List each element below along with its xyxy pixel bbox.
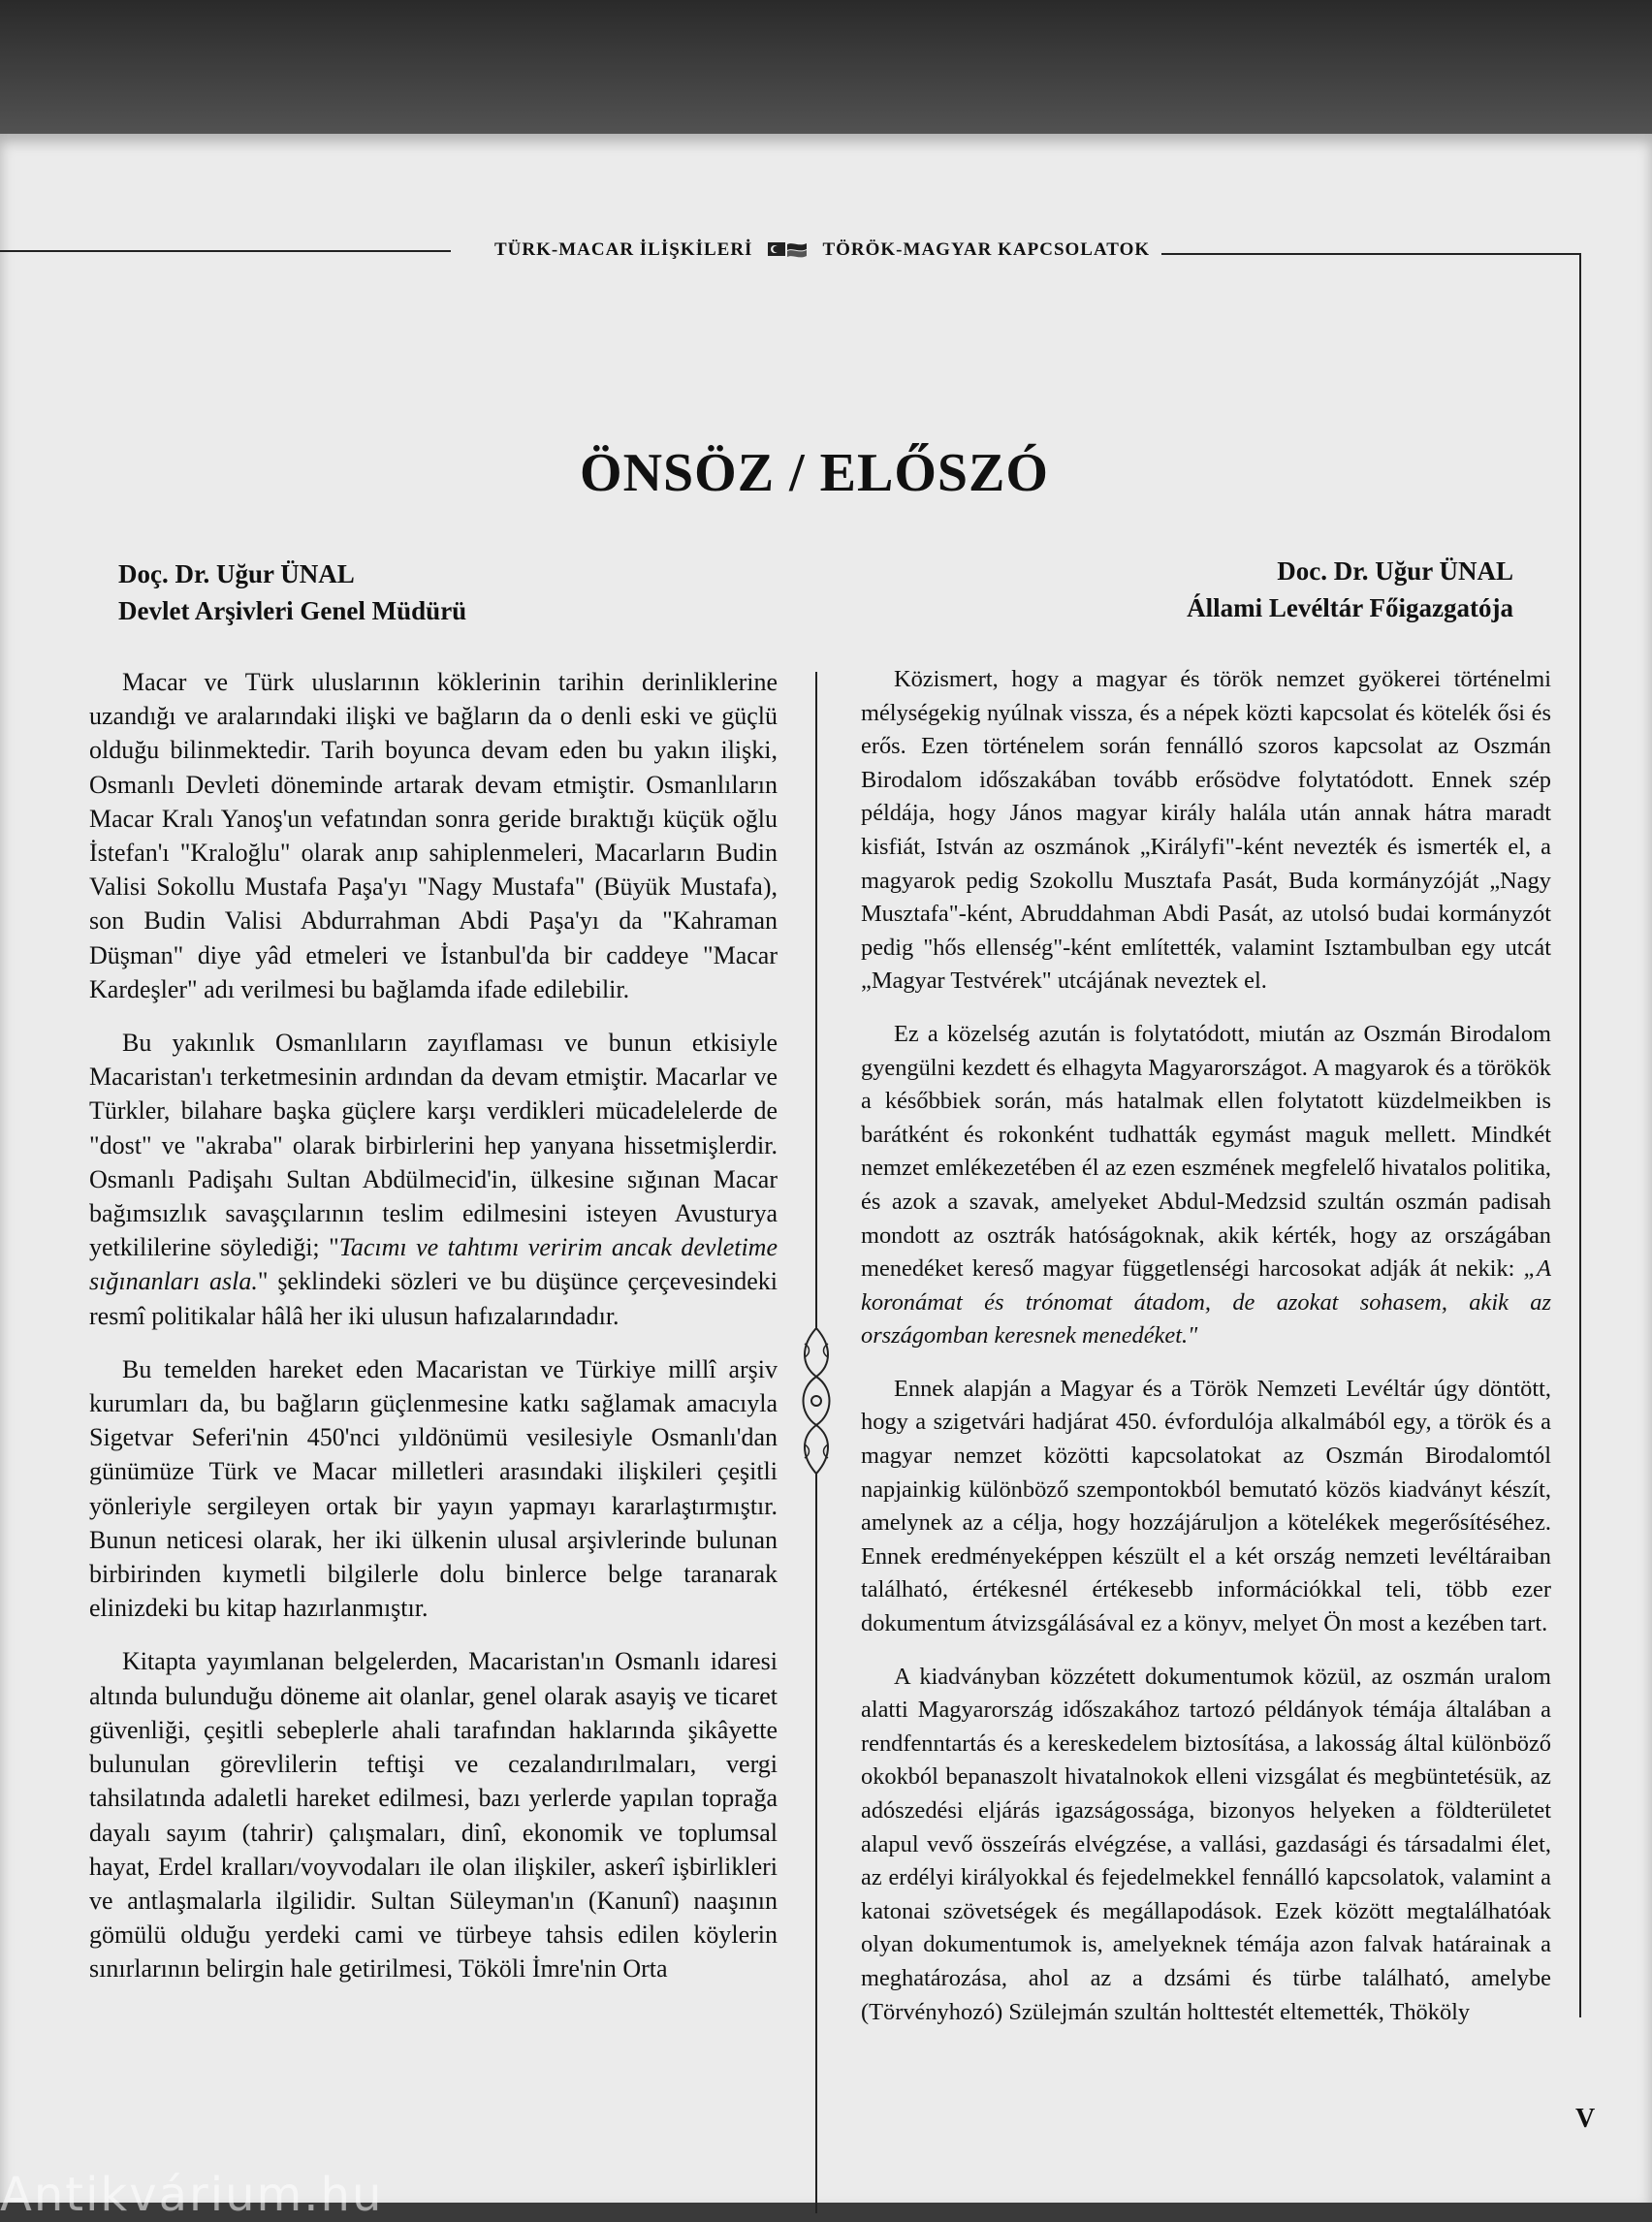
paragraph: A kiadványban közzétett dokumentumok közül, az oszmán uralom alatti Magyarország időszakához tartozó példányok témája általában a rendfenntartás és a kereskedelem biztosítása, a lakosság által különböző okokból bepanaszolt hivatalnokok elleni vizsgálat és megbüntetésük, az adószedési eljárás igazságossága, bizonyos helyeken a földterületet alapul vevő összeírás elvégzése, a vallási, gazdasági és társadalmi élet, az erdélyi királyokkal és fejedelmekkel fennálló kapcsolatok, valamint a katonai szövetségek és megállapodások. Ezek között megtalálhatóak olyan dokumentumok is, amelyeknek témája azon falvak határainak a meghatározása, ahol az a dzsámi és türbe található, amelybe (Törvényhozó) Szülejmán szultán holttestét eltemették, Thököly bbox=[861, 1663, 1551, 2025]
author-right bbox=[1187, 553, 1513, 626]
page-frame-rule bbox=[1579, 253, 1581, 2017]
paragraph: Közismert, hogy a magyar és török nemzet gyökerei történelmi mélységekig nyúlnak vissza, és a népek közti kapcsolat és kötelék ősi és erős. Ezen történelem során fennálló szoros kapcsolat az Oszmán Birodalom időszakában tovább erősödve folytatódott. Ennek szép példája, hogy János magyar király halála után annak hátra maradt kisfiát, István az oszmánok „Királyfi"-ként nevezték és ismerték el, a magyarok pedig Szokollu Musztafa Pasát, Buda kormányzóját „Nagy Musztafa"-ként, Abruddahman Abdi Pasát, az utolsó budai kormányzót pedig "hős ellenség"-ként említették, valamint Isztambulban egy utcát „Magyar Testvérek" utcájának neveztek el. bbox=[861, 666, 1551, 995]
author-left-role: Devlet Arşivleri Genel Müdürü bbox=[118, 596, 467, 625]
flourish-ornament-icon bbox=[793, 1328, 840, 1474]
paragraph-text: " şeklindeki sözleri ve bu düşünce çerçevesindeki resmî politikalar hâlâ her iki ulusun hafızalarındadır. bbox=[89, 1267, 778, 1330]
running-header bbox=[494, 233, 1173, 268]
paragraph bbox=[89, 1026, 778, 1333]
crossed-flags-icon bbox=[766, 239, 809, 261]
background-strip bbox=[0, 0, 1652, 145]
watermark: Antikvárium.hu bbox=[0, 2168, 384, 2222]
author-left bbox=[118, 556, 466, 629]
hungarian-column bbox=[861, 663, 1551, 2048]
paragraph: Kitapta yayımlanan belgelerden, Macaristan'ın Osmanlı idaresi altında bulunduğu döneme ait olanlar, genel olarak asayiş ve ticaret güvenliği, çeşitli sebeplerle ahali tarafından haklarında şikâyette bulunulan görevlilerin teftişi ve cezalandırılmaları, vergi tahsilatında adaletli hareket edilmesi, bazı yerlerde yapılan toprağa dayalı sayım (tahrir) çalışmaları, dinî, ekonomik ve toplumsal hayat, Erdel kralları/voyvodaları ile olan ilişkiler, askerî işbirlikleri ve antlaşmalarla ilgilidir. Sultan Süleyman'ın (Kanunî) naaşının gömülü olduğu yerdeki cami ve türbeye tahsis edilen köylerin sınırlarının belirgin hale getirilmesi, Tököli İmre'nin Orta bbox=[89, 1647, 778, 1984]
header-right-text: TÖRÖK-MAGYAR KAPCSOLATOK bbox=[822, 239, 1151, 260]
paragraph: Macar ve Türk uluslarının köklerinin tarihin derinliklerine uzandığı ve aralarındaki ilişki ve bağların da o denli eski ve güçlü olduğu bilinmektedir. Tarih boyunca devam eden bu yakın ilişki, Osmanlı Devleti döneminde artarak devam etmiştir. Osmanlıların Macar Kralı Yanoş'un vefatından sonra geride bıraktığı küçük oğlu İstefan'ı "Kraloğlu" olarak anıp sahiplenmeleri, Macarların Budin Valisi Sokollu Mustafa Paşa'yı "Nagy Mustafa" (Büyük Mustafa), son Budin Valisi Abdurrahman Abdi Paşa'yı da "Kahraman Düşman" diye yâd etmeleri ve İstanbul'da bir caddeye "Macar Kardeşler" adı verilmesi bu bağlamda ifade edilebilir. bbox=[89, 668, 778, 1003]
paragraph-text: Bu yakınlık Osmanlıların zayıflaması ve bunun etkisiyle Macaristan'ı terketmesinin ardından da devam etmiştir. Macarlar ve Türkler, bilahare başka güçlere karşı verdikleri mücadelelerde de "dost" ve "akraba" olarak birbirlerini hep yanyana hissetmişlerdir. Osmanlı Padişahı Sultan Abdülmecid'in, ülkesine sığınan Macar bağımsızlık savaşçılarının teslim edilmesini isteyen Avusturya yetkililerine söylediği; " bbox=[89, 1029, 778, 1262]
header-rule-left bbox=[0, 250, 451, 252]
paragraph: Bu temelden hareket eden Macaristan ve Türkiye millî arşiv kurumları da, bu bağların güçlenmesine katkı sağlamak amacıyla Sigetvar Seferi'nin 450'nci yıldönümü vesilesiyle Osmanlı'dan günümüze Türk ve Macar milletleri arasındaki ilişkileri çeşitli yönleriyle sergileyen ortak bir yayın yapmayı kararlaştırmıştır. Bunun neticesi olarak, her iki ülkenin ulusal arşivlerinde bulunan birbirinden kıymetli bilgilerle dolu binlerce belge taranarak elinizdeki bu kitap hazırlanmıştır. bbox=[89, 1354, 778, 1623]
paragraph bbox=[861, 1018, 1551, 1353]
header-left-text: TÜRK-MACAR İLİŞKİLERİ bbox=[494, 239, 753, 260]
page-title: ÖNSÖZ / ELŐSZÓ bbox=[580, 443, 1049, 503]
paragraph-text: Ez a közelség azután is folytatódott, miután az Oszmán Birodalom gyengülni kezdett és elhagyta Magyarországot. A magyarok és a törökök a későbbiek során, más hatalmak ellen folytatott küzdelmeikben is barátként és rokonként tudhatták egymást maguk mellett. Mindkét nemzet emlékezetében él az ezen eszmének megfelelő hivatalos politika, és azok a szavak, amelyeket Abdul-Medzsid szultán oszmán padisah mondott az osztrák hatóságoknak, akik kérték, hogy az országában menedéket kereső magyar függetlenségi harcosokat adják át nekik: bbox=[861, 1020, 1551, 1283]
author-left-name: Doç. Dr. Uğur ÜNAL bbox=[118, 559, 355, 588]
quote-text: Tacımı ve tahtımı veririm ancak devletime sığınanları asla. bbox=[89, 1233, 778, 1296]
book-page bbox=[0, 134, 1652, 2203]
author-right-role: Állami Levéltár Főigazgatója bbox=[1187, 593, 1513, 622]
quote-text: „A koronámat és trónomat átadom, de azokat sohasem, akik az országomban keresnek menedéket." bbox=[861, 1255, 1551, 1349]
paragraph: Ennek alapján a Magyar és a Török Nemzeti Levéltár úgy döntött, hogy a szigetvári hadjárat 450. évfordulója alkalmából egy, a török és a magyar nemzet közötti kapcsolatokat az Oszmán Birodalomtól napjainkig különböző szempontokból bemutató közös kiadványt készít, amelynek az a célja, hogy hozzájáruljon a kötelékek megerősítéséhez. Ennek eredményeképpen készült el a két ország nemzeti levéltáraiban található, értékesnél értékesebb információkkal teli, több ezer dokumentum átvizsgálásával ez a könyv, melyet Ön most a kezében tart. bbox=[861, 1375, 1551, 1637]
turkish-column bbox=[89, 665, 778, 2006]
header-rule-right bbox=[1161, 253, 1580, 255]
author-right-name: Doc. Dr. Uğur ÜNAL bbox=[1277, 556, 1513, 586]
page-number: V bbox=[1575, 2104, 1596, 2134]
